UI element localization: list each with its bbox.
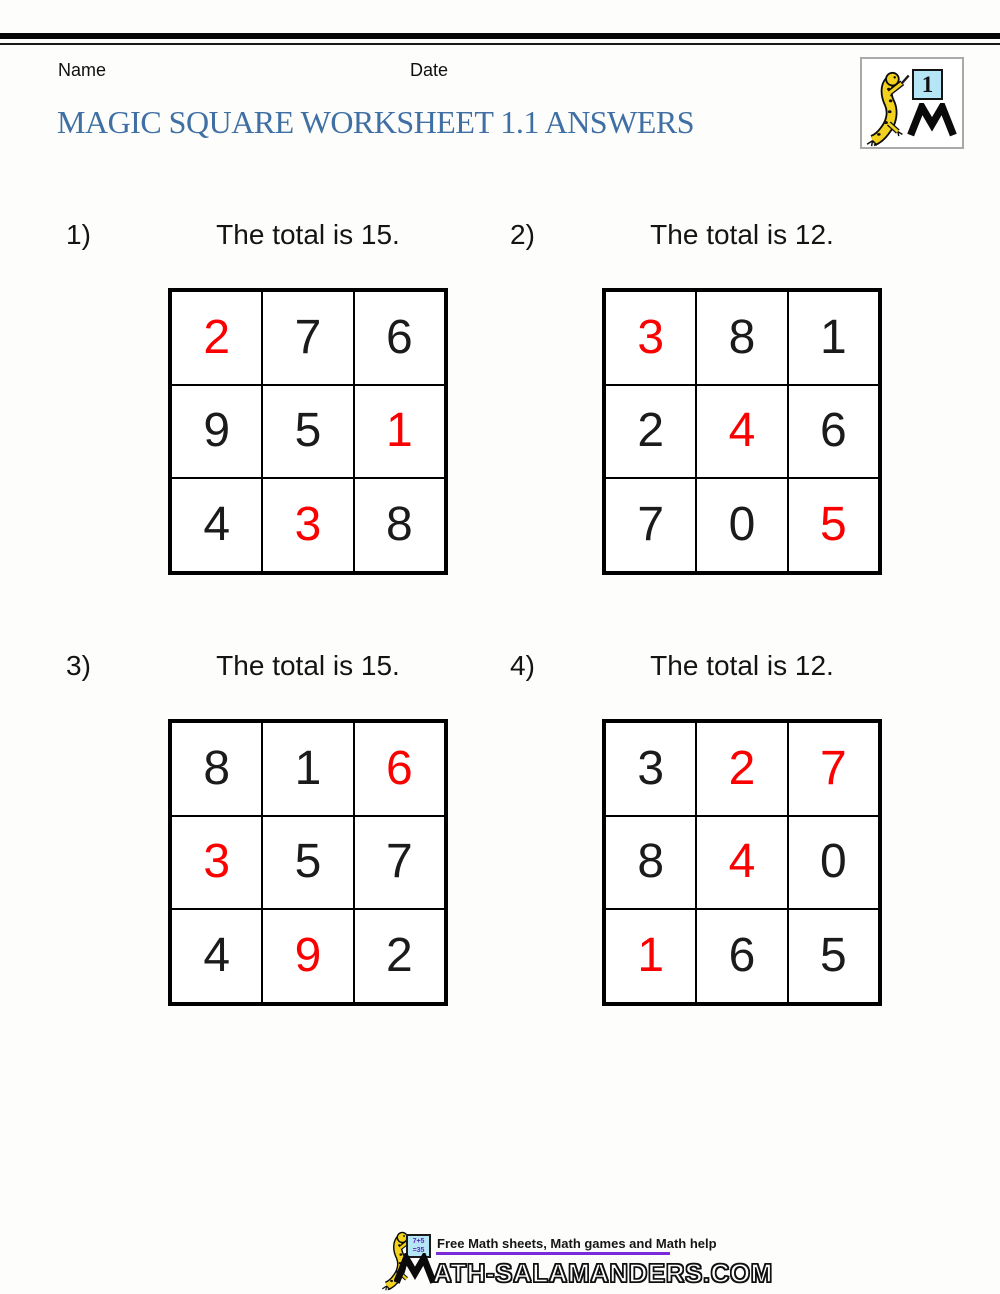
magic-square-answer-cell: 1 — [354, 385, 445, 479]
magic-square-answer-cell: 7 — [788, 722, 879, 816]
logo-badge-number: 1 — [921, 71, 934, 97]
magic-square-cell: 0 — [696, 478, 787, 572]
magic-square-cell: 8 — [354, 478, 445, 572]
magic-square-cell: 0 — [788, 816, 879, 910]
magic-square-cell: 6 — [788, 385, 879, 479]
magic-square-answer-cell: 9 — [262, 909, 353, 1003]
magic-square-cell: 8 — [171, 722, 262, 816]
question-3-caption: The total is 15. — [216, 650, 400, 681]
magic-square-cell: 8 — [696, 291, 787, 385]
magic-square-grid-4 — [602, 719, 882, 1006]
magic-square-cell: 1 — [262, 722, 353, 816]
question-2-number: 2) — [510, 219, 535, 250]
magic-square-cell: 9 — [171, 385, 262, 479]
magic-square-cell: 5 — [262, 816, 353, 910]
magic-square-cell: 1 — [788, 291, 879, 385]
magic-square-answer-cell: 3 — [262, 478, 353, 572]
magic-square-answer-cell: 4 — [696, 385, 787, 479]
magic-square-grid-3 — [168, 719, 448, 1006]
header-rule-thick — [0, 33, 1000, 39]
magic-square-cell: 7 — [354, 816, 445, 910]
wordmark-m-icon — [394, 1253, 436, 1286]
question-2-caption: The total is 12. — [650, 219, 834, 250]
wordmark-text: ATH-SALAMANDERS.COM — [433, 1258, 773, 1289]
footer-wordmark — [394, 1253, 773, 1289]
question-4-number: 4) — [510, 650, 535, 681]
magic-square-cell: 7 — [262, 291, 353, 385]
name-label: Name — [58, 60, 107, 80]
magic-square-answer-cell: 2 — [696, 722, 787, 816]
logo-number-card — [912, 69, 943, 100]
page-title: MAGIC SQUARE WORKSHEET 1.1 ANSWERS — [57, 104, 694, 140]
magic-square-answer-cell: 4 — [696, 816, 787, 910]
magic-square-answer-cell: 5 — [788, 478, 879, 572]
magic-square-answer-cell: 6 — [354, 722, 445, 816]
magic-square-cell: 3 — [605, 722, 696, 816]
question-1-caption: The total is 15. — [216, 219, 400, 250]
magic-square-cell: 2 — [605, 385, 696, 479]
math-salamanders-logo — [860, 57, 964, 149]
board-line-1: 7+5 — [412, 1238, 425, 1245]
footer-tagline: Free Math sheets, Math games and Math help — [437, 1236, 717, 1251]
question-1-number: 1) — [66, 219, 91, 250]
date-label: Date — [410, 60, 449, 80]
magic-square-cell: 4 — [171, 909, 262, 1003]
magic-square-cell: 5 — [788, 909, 879, 1003]
magic-square-answer-cell: 3 — [171, 816, 262, 910]
magic-square-answer-cell: 2 — [171, 291, 262, 385]
magic-square-answer-cell: 3 — [605, 291, 696, 385]
magic-square-cell: 5 — [262, 385, 353, 479]
magic-square-answer-cell: 1 — [605, 909, 696, 1003]
question-4-caption: The total is 12. — [650, 650, 834, 681]
magic-square-cell: 6 — [696, 909, 787, 1003]
magic-square-grid-2 — [602, 288, 882, 575]
magic-square-cell: 4 — [171, 478, 262, 572]
magic-square-cell: 6 — [354, 291, 445, 385]
magic-square-cell: 2 — [354, 909, 445, 1003]
m-logo-icon — [904, 103, 960, 137]
question-3-number: 3) — [66, 650, 91, 681]
header-rule-thin — [0, 43, 1000, 45]
magic-square-cell: 8 — [605, 816, 696, 910]
magic-square-grid-1 — [168, 288, 448, 575]
magic-square-cell: 7 — [605, 478, 696, 572]
board-line-2: =35 — [412, 1247, 425, 1255]
